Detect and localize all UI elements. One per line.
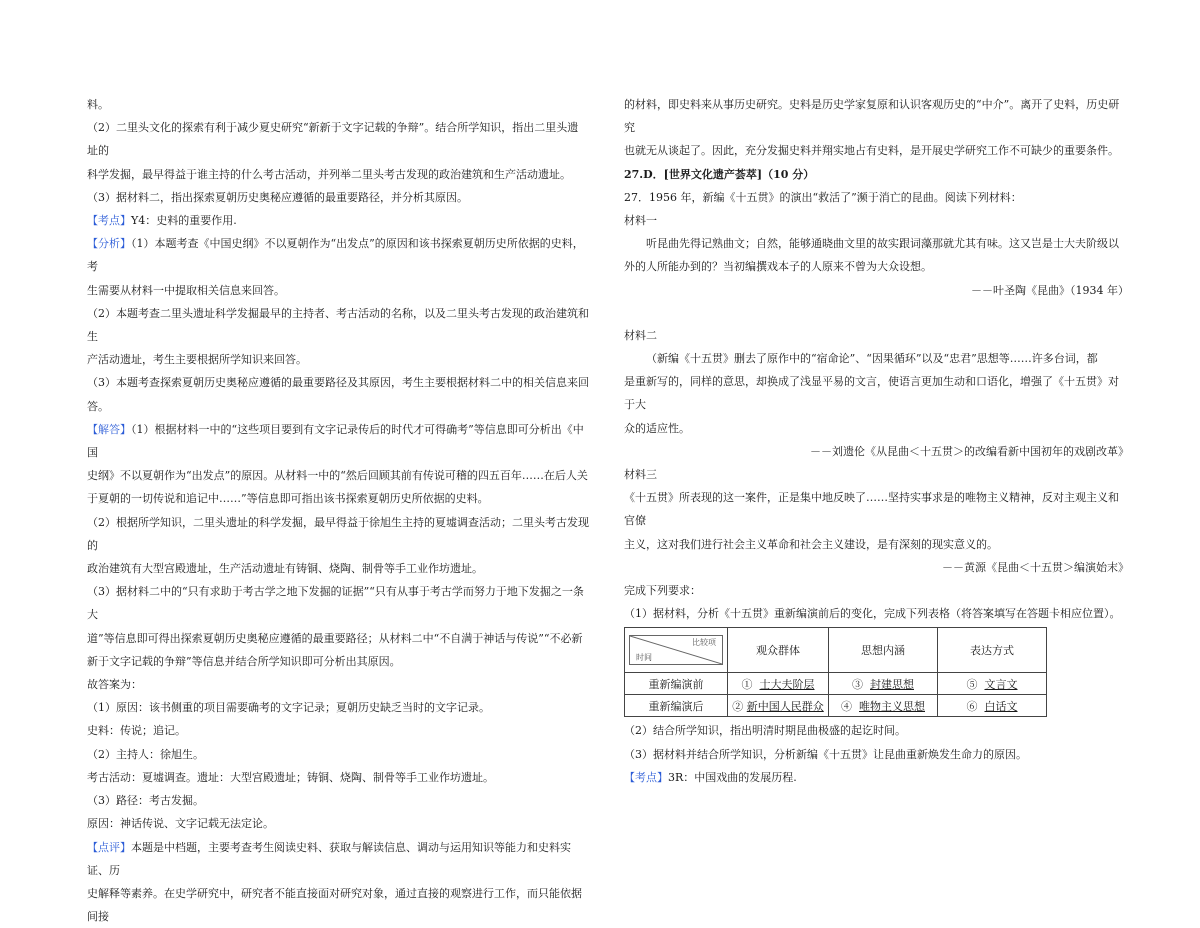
kaodian-tag: 【考点】 xyxy=(87,214,131,228)
question-1: （1）据材料，分析《十五贯》重新编演前后的变化，完成下列表格（将答案填写在答题卡相应位置）。 xyxy=(624,607,1121,621)
text-line: 也就无从谈起了。因此，充分发掘史料并翔实地占有史料，是开展史学研究工作不可缺少的重要条件。 xyxy=(624,144,1119,158)
text-line: （3）路径：考古发掘。 xyxy=(87,794,204,808)
text-line: 新于文字记载的争辩”等信息并结合所学知识即可分析出其原因。 xyxy=(87,654,401,668)
cell-answer: 士大夫阶层 xyxy=(759,677,815,691)
text-line: 史料：传说；追记。 xyxy=(87,724,186,738)
cell-answer: 封建思想 xyxy=(870,677,914,691)
kaodian-tag: 【考点】 xyxy=(624,770,668,784)
text-line: 科学发掘，最早得益于谁主持的什么考古活动，并列举二里头考古发现的政治建筑和生产活动遗址。 xyxy=(87,167,571,181)
dianping-text: 本题是中档题，主要考查考生阅读史料、获取与解读信息、调动与运用知识等能力和史料实证、历 xyxy=(87,840,571,877)
text-line: （1）原因：该书侧重的项目需要确考的文字记录；夏朝历史缺乏当时的文字记录。 xyxy=(87,701,490,715)
cell-number: ④ xyxy=(841,699,852,713)
material-source: －－刘遗伦《从昆曲＜十五贯＞的改编看新中国初年的戏剧改革》 xyxy=(810,444,1129,458)
material-label: 材料一 xyxy=(624,214,657,228)
cell-answer: 白话文 xyxy=(984,699,1018,713)
text-line: 考古活动：夏墟调查。遗址：大型宫殿遗址；铸铜、烧陶、制骨等手工业作坊遗址。 xyxy=(87,770,494,784)
jieda-text: （1）根据材料一中的“这些项目要到有文字记录传后的时代才可得确考”等信息即可分析出《中国 xyxy=(87,422,584,460)
text-line: （3）本题考查探索夏朝历史奥秘应遵循的最重要路径及其原因，考生主要根据材料二中的相关信息来回 xyxy=(87,376,589,390)
cell-answer: 文言文 xyxy=(984,677,1018,691)
table-cell xyxy=(938,695,1047,717)
table-header-cell: 思想内涵 xyxy=(829,628,938,673)
material-label: 材料二 xyxy=(624,328,657,342)
text-line: 故答案为： xyxy=(87,678,142,692)
material-text: 《十五贯》所表现的这一案件，正是集中地反映了……坚持实事求是的唯物主义精神，反对主观主义和官僚 xyxy=(624,491,1119,528)
material-source: －－黄源《昆曲＜十五贯＞编演始末》 xyxy=(942,560,1129,574)
text-line: （2）根据所学知识，二里头遗址的科学发掘，最早得益于徐旭生主持的夏墟调查活动；二里头考古发现的 xyxy=(87,515,589,552)
fenxi-line xyxy=(87,232,589,278)
material-text: 是重新写的，同样的意思，却换成了浅显平易的文言，使语言更加生动和口语化，增强了《十五贯》对于大 xyxy=(624,375,1119,412)
table-corner-cell xyxy=(625,628,728,673)
cell-answer: 新中国人民群众 xyxy=(746,699,824,713)
text-line: 的材料，即史料来从事历史研究。史料是历史学家复原和认识客观历史的“中介”。离开了史料，历史研究 xyxy=(624,98,1120,135)
text-line: （3）据材料二中的“只有求助于考古学之地下发掘的证据”“只有从事于考古学而努力于地下发掘之一条大 xyxy=(87,585,584,622)
cell-number: ③ xyxy=(852,677,863,691)
table-cell xyxy=(829,673,938,695)
material-text: 外的人所能办到的？当初编撰戏本子的人原来不曾为大众设想。 xyxy=(624,260,932,274)
table-cell xyxy=(728,695,829,717)
corner-label-top: 比较项 xyxy=(692,638,716,648)
material-label: 材料三 xyxy=(624,468,657,482)
text-line: （2）二里头文化的探索有利于减少夏史研究“新新于文字记载的争辩”。结合所学知识，指出二里头遗址的 xyxy=(87,121,579,158)
corner-label-bottom: 时间 xyxy=(636,653,652,663)
text-line: （2）主持人：徐旭生。 xyxy=(87,747,204,761)
right-column xyxy=(624,93,1129,789)
cell-answer: 唯物主义思想 xyxy=(859,699,925,713)
section-heading: 27.D．[世界文化遗产荟萃]（10 分） xyxy=(624,167,815,181)
material-text: 众的适应性。 xyxy=(624,421,690,435)
table-cell xyxy=(938,673,1047,695)
cell-number: ⑥ xyxy=(966,699,978,713)
table-cell xyxy=(829,695,938,717)
material-text: 听昆曲先得记熟曲文；自然，能够通晓曲文里的故实跟词藻那就尤其有味。这又岂是士大夫阶级以 xyxy=(646,237,1119,251)
text-line: 史解释等素养。在史学研究中，研究者不能直接面对研究对象，通过直接的观察进行工作，而只能依据间接 xyxy=(87,886,582,924)
table-header-cell: 表达方式 xyxy=(938,628,1047,673)
text-line: 料。 xyxy=(87,98,109,111)
material-source: －－叶圣陶《昆曲》（1934 年） xyxy=(971,283,1129,297)
text-line: 于夏朝的一切传说和追记中……”等信息即可指出该书探索夏朝历史所依据的史料。 xyxy=(87,492,489,506)
fenxi-text: （1）本题考查《中国史纲》不以夏朝作为“出发点”的原因和该书探索夏朝历史所依据的史料，考 xyxy=(87,237,584,274)
kaodian-line xyxy=(624,766,1129,789)
cell-number: ⑤ xyxy=(966,677,978,691)
cell-number: ② xyxy=(732,699,744,713)
kaodian-text: 3R：中国戏曲的发展历程. xyxy=(668,770,797,784)
table-row xyxy=(625,673,1047,695)
material-text: （新编《十五贯》删去了原作中的“宿命论”、“因果循环”以及“忠君”思想等……许多台词，都 xyxy=(646,352,1098,366)
table-cell xyxy=(728,673,829,695)
kaodian-line xyxy=(87,209,589,232)
diagonal-header-box xyxy=(629,635,723,665)
answer-table xyxy=(624,627,1047,717)
question-3: （3）据材料并结合所学知识，分析新编《十五贯》让昆曲重新焕发生命力的原因。 xyxy=(624,747,1027,761)
kaodian-text: Y4：史料的重要作用. xyxy=(131,214,237,228)
question-27: 27．1956 年，新编《十五贯》的演出“救活了”濒于消亡的昆曲。阅读下列材料： xyxy=(624,190,1022,204)
text-line: 史纲》不以夏朝作为“出发点”的原因。从材料一中的“然后回顾其前有传说可稽的四五百年……在后人关 xyxy=(87,469,588,483)
table-header-row xyxy=(625,628,1047,673)
text-line: （2）本题考查二里头遗址科学发掘最早的主持者、考古活动的名称，以及二里头考古发现的政治建筑和生 xyxy=(87,306,589,344)
row-label: 重新编演后 xyxy=(625,695,728,717)
dianping-tag: 【点评】 xyxy=(87,840,131,854)
text-line: 答。 xyxy=(87,399,109,413)
jieda-line xyxy=(87,418,589,464)
table-row xyxy=(625,695,1047,717)
material-text: 主义，这对我们进行社会主义革命和社会主义建设，是有深刻的现实意义的。 xyxy=(624,537,998,551)
row-label: 重新编演前 xyxy=(625,673,728,695)
fenxi-tag: 【分析】 xyxy=(87,237,131,251)
jieda-tag: 【解答】 xyxy=(87,422,131,436)
left-column xyxy=(87,93,589,928)
dianping-line xyxy=(87,836,589,882)
text-line: 原因：神话传说、文字记载无法定论。 xyxy=(87,817,274,831)
text-line: 产活动遗址，考生主要根据所学知识来回答。 xyxy=(87,353,307,367)
requirement-line: 完成下列要求： xyxy=(624,584,701,598)
table-header-cell: 观众群体 xyxy=(728,628,829,673)
text-line: （3）据材料二，指出探索夏朝历史奥秘应遵循的最重要路径，并分析其原因。 xyxy=(87,190,468,204)
text-line: 道”等信息即可得出探索夏朝历史奥秘应遵循的最重要路径；从材料二中“不自满于神话与传说”“不必新 xyxy=(87,631,583,645)
cell-number: ① xyxy=(741,677,753,691)
text-line: 生需要从材料一中提取相关信息来回答。 xyxy=(87,283,285,297)
question-2: （2）结合所学知识，指出明清时期昆曲极盛的起讫时间。 xyxy=(624,724,906,738)
text-line: 政治建筑有大型宫殿遗址，生产活动遗址有铸铜、烧陶、制骨等手工业作坊遗址。 xyxy=(87,562,483,576)
